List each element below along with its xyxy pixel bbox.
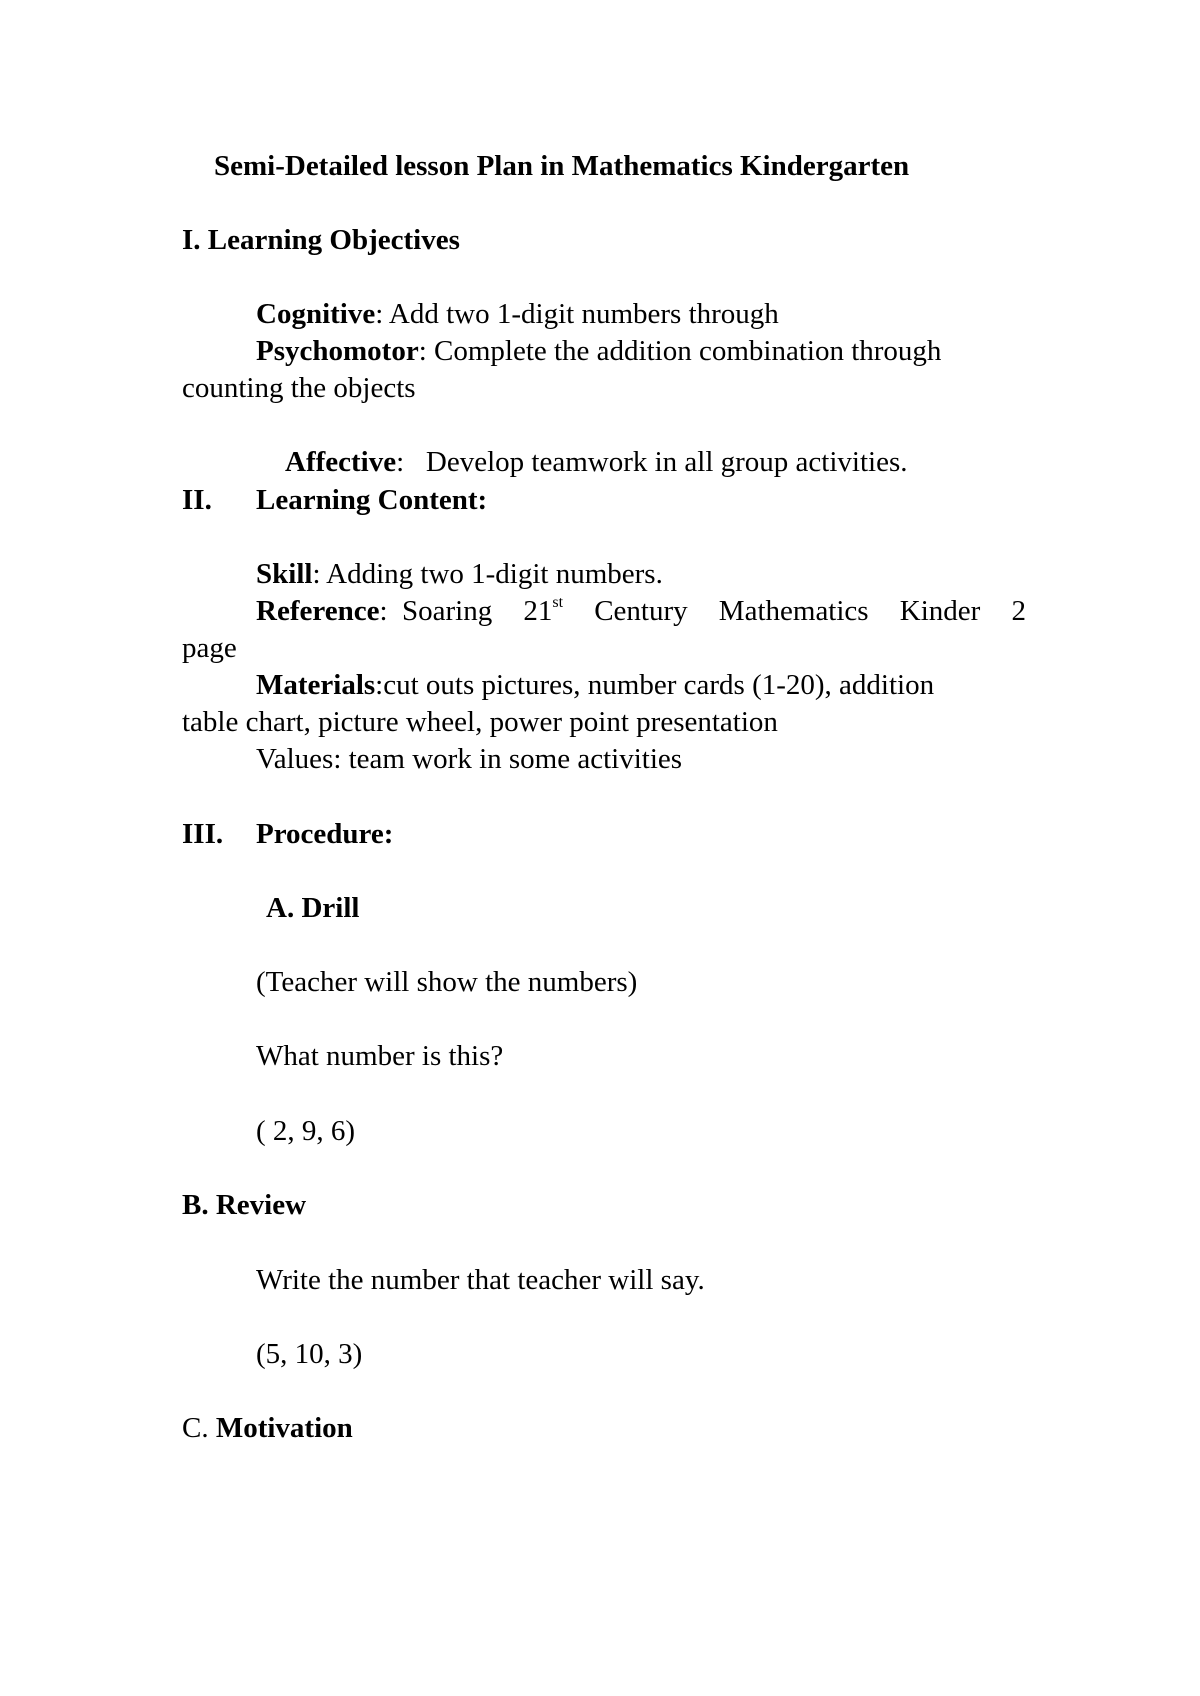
section-ii-numeral: II.	[182, 484, 212, 516]
objective-psychomotor-continuation: counting the objects	[182, 372, 416, 404]
content-materials	[256, 667, 934, 704]
skill-text: : Adding two 1-digit numbers.	[312, 558, 663, 590]
section-learning-objectives-heading: I. Learning Objectives	[182, 224, 460, 256]
cognitive-text: : Add two 1-digit numbers through	[375, 298, 779, 330]
drill-question: What number is this?	[256, 1040, 504, 1072]
content-skill	[256, 556, 663, 593]
review-numbers: (5, 10, 3)	[256, 1338, 363, 1370]
materials-text: :cut outs pictures, number cards (1-20), addition	[375, 669, 935, 701]
section-iii-numeral: III.	[182, 818, 224, 850]
reference-word-4: Kinder	[899, 595, 981, 627]
motivation-heading	[182, 1410, 353, 1447]
page-title: Semi-Detailed lesson Plan in Mathematics Kindergarten	[214, 150, 910, 182]
content-reference	[256, 593, 1026, 630]
drill-instruction: (Teacher will show the numbers)	[256, 966, 638, 998]
cognitive-label: Cognitive	[256, 298, 376, 330]
affective-text: : Develop teamwork in all group activities.	[396, 446, 908, 478]
content-materials-continuation: table chart, picture wheel, power point presentation	[182, 706, 778, 738]
reference-word-5: 2	[1011, 595, 1026, 627]
psychomotor-label: Psychomotor	[256, 335, 419, 367]
reference-word-2: Century	[594, 595, 688, 627]
materials-label: Materials	[256, 669, 376, 701]
reference-label: Reference	[256, 595, 380, 627]
content-values: Values: team work in some activities	[256, 743, 683, 775]
review-heading: B. Review	[182, 1189, 307, 1221]
section-procedure-heading: Procedure:	[256, 818, 394, 850]
reference-word-1: : Soaring	[379, 595, 493, 627]
reference-number: 21	[523, 595, 553, 627]
content-reference-continuation: page	[182, 632, 237, 664]
reference-word-3: Mathematics	[718, 595, 869, 627]
skill-label: Skill	[256, 558, 313, 590]
reference-superscript: st	[552, 594, 564, 612]
psychomotor-text: : Complete the addition combination through	[418, 335, 942, 367]
objective-cognitive	[256, 296, 779, 333]
drill-numbers: ( 2, 9, 6)	[256, 1115, 356, 1147]
motivation-prefix: C.	[182, 1412, 209, 1444]
objective-psychomotor	[256, 333, 941, 370]
section-learning-content-heading: Learning Content:	[256, 484, 488, 516]
affective-label: Affective	[285, 446, 397, 478]
motivation-label: Motivation	[215, 1412, 353, 1444]
drill-heading: A. Drill	[266, 892, 360, 924]
review-instruction: Write the number that teacher will say.	[256, 1264, 705, 1296]
